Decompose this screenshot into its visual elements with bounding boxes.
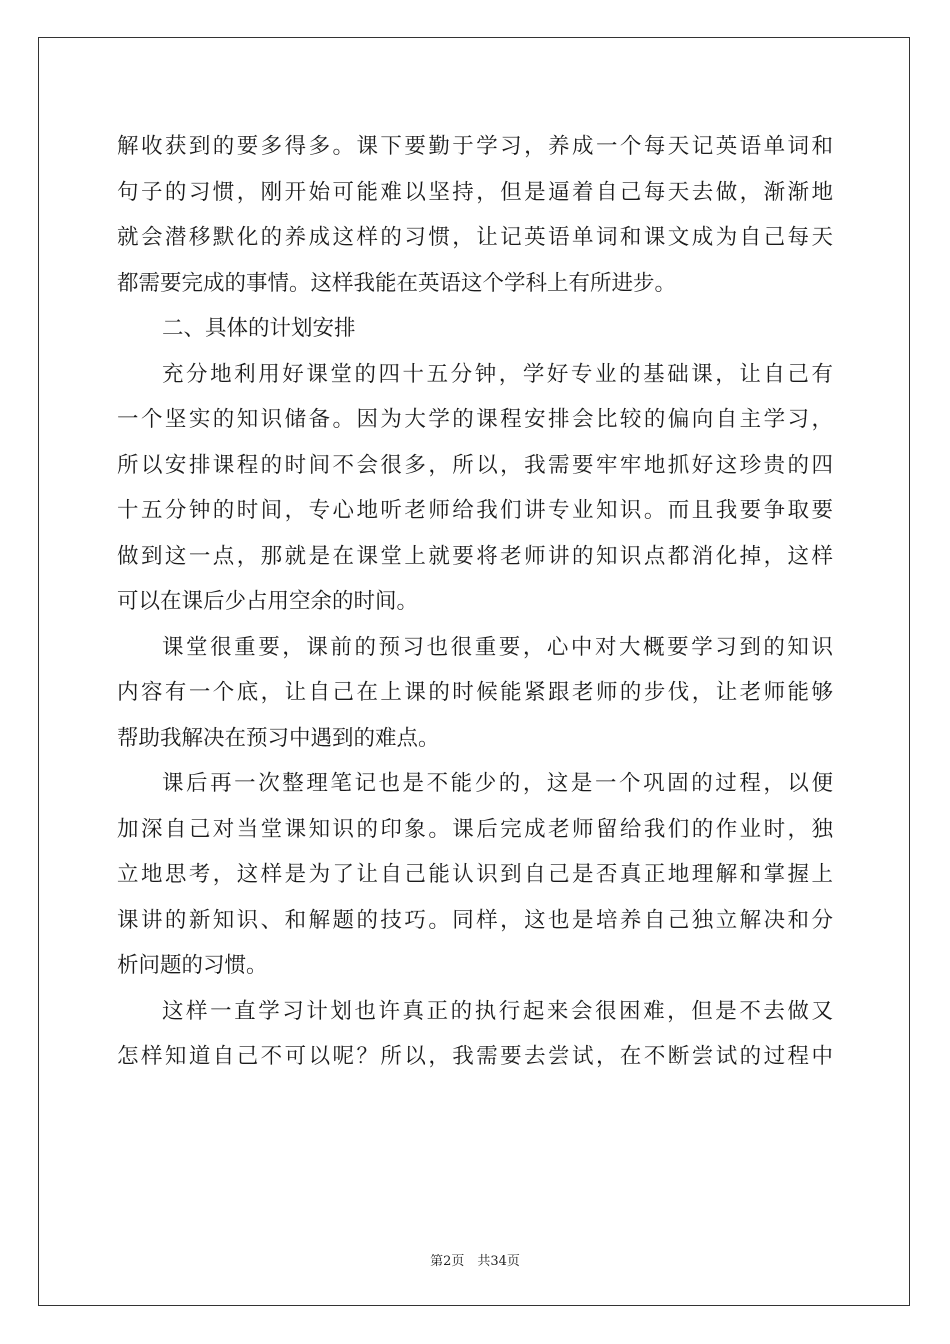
text-line: 怎样知道自己不可以呢？所以，我需要去尝试，在不断尝试的过程中 [117, 1044, 833, 1069]
text-line: 课后再一次整理笔记也是不能少的，这是一个巩固的过程，以便 [162, 771, 833, 796]
text-line: 这样一直学习计划也许真正的执行起来会很困难，但是不去做又 [162, 998, 833, 1024]
text-line: 做到这一点，那就是在课堂上就要将老师讲的知识点都消化掉，这样 [117, 543, 833, 569]
text-line: 十五分钟的时间，专心地听老师给我们讲专业知识。而且我要争取要 [117, 498, 833, 523]
page-footer [0, 1250, 950, 1269]
text-line: 加深自己对当堂课知识的印象。课后完成老师留给我们的作业时，独 [117, 816, 833, 842]
text-line: 都需要完成的事情。这样我能在英语这个学科上有所进步。 [117, 270, 677, 296]
text-line: 析问题的习惯。 [117, 953, 268, 978]
text-line: 可以在课后少占用空余的时间。 [117, 589, 419, 614]
text-line: 内容有一个底，让自己在上课的时候能紧跟老师的步伐，让老师能够 [117, 680, 833, 705]
text-line: 一个坚实的知识储备。因为大学的课程安排会比较的偏向自主学习， [117, 407, 833, 432]
text-line: 解收获到的要多得多。课下要勤于学习，养成一个每天记英语单词和 [117, 134, 833, 159]
section-heading: 二、具体的计划安排 [162, 316, 356, 341]
text-line: 充分地利用好课堂的四十五分钟，学好专业的基础课，让自己有 [162, 361, 833, 387]
text-line: 立地思考，这样是为了让自己能认识到自己是否真正地理解和掌握上 [117, 862, 833, 887]
text-line: 所以安排课程的时间不会很多，所以，我需要牢牢地抓好这珍贵的四 [117, 452, 833, 478]
text-line: 课堂很重要，课前的预习也很重要，心中对大概要学习到的知识 [162, 634, 833, 660]
page-number-label: 第2页 共34页 [430, 1254, 520, 1269]
text-line: 句子的习惯，刚开始可能难以坚持，但是逼着自己每天去做，渐渐地 [117, 179, 833, 205]
document-body [117, 124, 833, 1080]
text-line: 帮助我解决在预习中遇到的难点。 [117, 725, 440, 751]
text-line: 课讲的新知识、和解题的技巧。同样，这也是培养自己独立解决和分 [117, 907, 833, 933]
text-line: 就会潜移默化的养成这样的习惯，让记英语单词和课文成为自己每天 [117, 225, 833, 250]
